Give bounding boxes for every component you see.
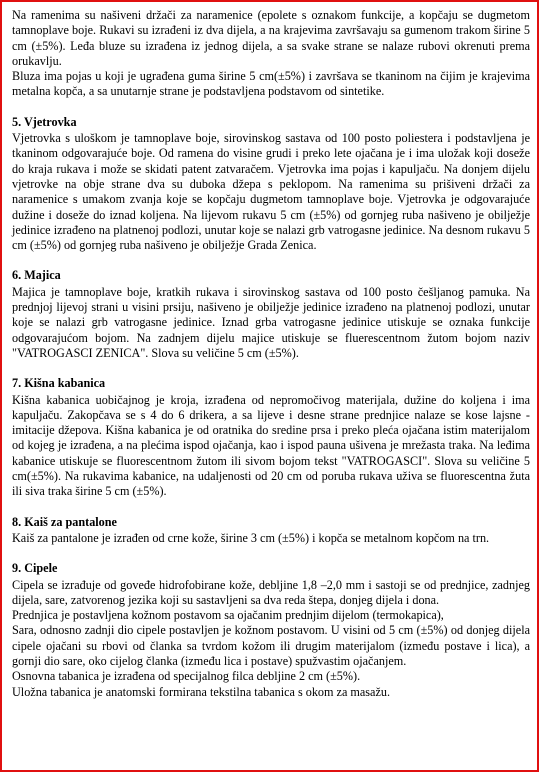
intro-paragraph: Bluza ima pojas u koji je ugrađena guma širine 5 cm(±5%) i završava se tkaninom na čijim je krajevima metalna kopča, a sa unutarnje strane je podstavljena podstavom od sintetike. [12, 69, 530, 99]
document-body [12, 8, 530, 700]
section-heading: 8. Kaiš za pantalone [12, 514, 117, 529]
section-vjetrovka [12, 115, 530, 254]
section-paragraph: Majica je tamnoplave boje, kratkih rukava i sirovinskog sastava od 100 posto češljanog pamuka. Na prednjoj lijevoj strani u visini prsiju, našiveno je obilježje jedinice izrađeno na platnenoj podlozi, unutar koje se nalazi grb vatrogasne jedinice. Iznad grba vatrogasne jedinice utiskuje se oznaka funkcije odgovarajućom bojom. Na zadnjem dijelu majice utiskuje se fluerescentnom žutom bojom naziv "VATROGASCI ZENICA". Slova su veličine 5 cm (±5%). [12, 284, 530, 360]
section-cipele [12, 561, 530, 700]
section-paragraph: Vjetrovka s uloškom je tamnoplave boje, sirovinskog sastava od 100 posto poliestera i podstavljena je tkaninom odgovarajuće boje. Od ramena do visine grudi i preko lete ojačana je i ima uložak koji doseže do kraja rukava i može se skidati patent zatvaračem. Vjetrovka ima pojas i kapuljaču. Na donjem dijelu vjetrovke na obje strane dva su duboka džepa s peklopom. Na ramenima su prišiveni držači za naramenice s umakom zvanja koje se kopčaju dugmetom tamnoplave boje. Vjetrovka je odgovarajuće dužine i doseže do iznad koljena. Na lijevom rukavu 5 cm (±5%) od gornjeg ruba našiveno je obilježje jedinice izrađeno na platnenoj podlozi, unutar koje se nalazi grb vatrogasne jedinice. Na desnom rukavu 5 cm (±5%) od gornjeg ruba našiveno je obilježje Grada Zenica. [12, 131, 530, 253]
intro-paragraph: Na ramenima su našiveni držači za naramenice (epolete s oznakom funkcije, a kopčaju se dugmetom tamnoplave boje. Rukavi su izrađeni iz dva dijela, a na krajevima završavaju sa gumenom trakom širine 5 cm (±5%). Leđa bluze su izrađena iz jednog dijela, a sa svake strane se nalaze rubovi okrenuti prema orukavlju. [12, 8, 530, 68]
section-majica [12, 268, 530, 361]
section-kais [12, 515, 530, 547]
section-kisna-kabanica [12, 376, 530, 499]
section-heading: 6. Majica [12, 268, 61, 283]
section-paragraph: Sara, odnosno zadnji dio cipele postavljen je kožnom postavom. U visini od 5 cm (±5%) od donjeg dijela cipele ojačani su rbovi od članka sa tvrdom kožom ili drugim materijalom (između postave i lica), a gornji dio sare, oko cijelog članka (između lica i postave) spužvastim ojačanjem. [12, 623, 530, 668]
section-paragraph: Osnovna tabanica je izrađena od specijalnog filca debljine 2 cm (±5%). [12, 669, 361, 684]
section-heading: 7. Kišna kabanica [12, 376, 106, 391]
section-paragraph: Cipela se izrađuje od goveđe hidrofobirane kože, debljine 1,8 –2,0 mm i sastoji se od prednjice, zadnjeg dijela, sare, zatvorenog jezika koji su sastavljeni sa dva reda štepa, donjeg dijela i dona. [12, 577, 530, 607]
section-paragraph: Kaiš za pantalone je izrađen od crne kože, širine 3 cm (±5%) i kopča se metalnom kopčom na trn. [12, 530, 490, 545]
section-paragraph: Prednjica je postavljena kožnom postavom sa ojačanim prednjim dijelom (termokapica), [12, 608, 444, 623]
section-heading: 5. Vjetrovka [12, 114, 77, 129]
section-paragraph: Kišna kabanica uobičajnog je kroja, izrađena od nepromočivog materijala, dužine do koljena i ima kapuljaču. Zakopčava se s 4 do 6 drikera, a sa lijeve i desne strane prednjice nalaze se kose lajsne - imitacije džepova. Kišna kabanica je od oratnika do sredine prsa i preko pleća ojačana istim materijalom od kojeg je izrađena, a na plećima ispod ojačanja, kao i ispod pauna ušivena je mrežasta traka. Na leđima kabanice utiskuje se fluorescentnom žutom ili sivom bojom tekst "VATROGASCI". Slova su veličine 5 cm(±5%). Na rukavima kabanice, na udaljenosti od 20 cm od poruba rukava uživa se fluorescentna žuta ili siva traka širine 5 cm (±5%). [12, 392, 530, 499]
section-paragraph: Uložna tabanica je anatomski formirana tekstilna tabanica s okom za masažu. [12, 684, 391, 699]
intro-block [12, 8, 530, 100]
section-heading: 9. Cipele [12, 561, 58, 576]
